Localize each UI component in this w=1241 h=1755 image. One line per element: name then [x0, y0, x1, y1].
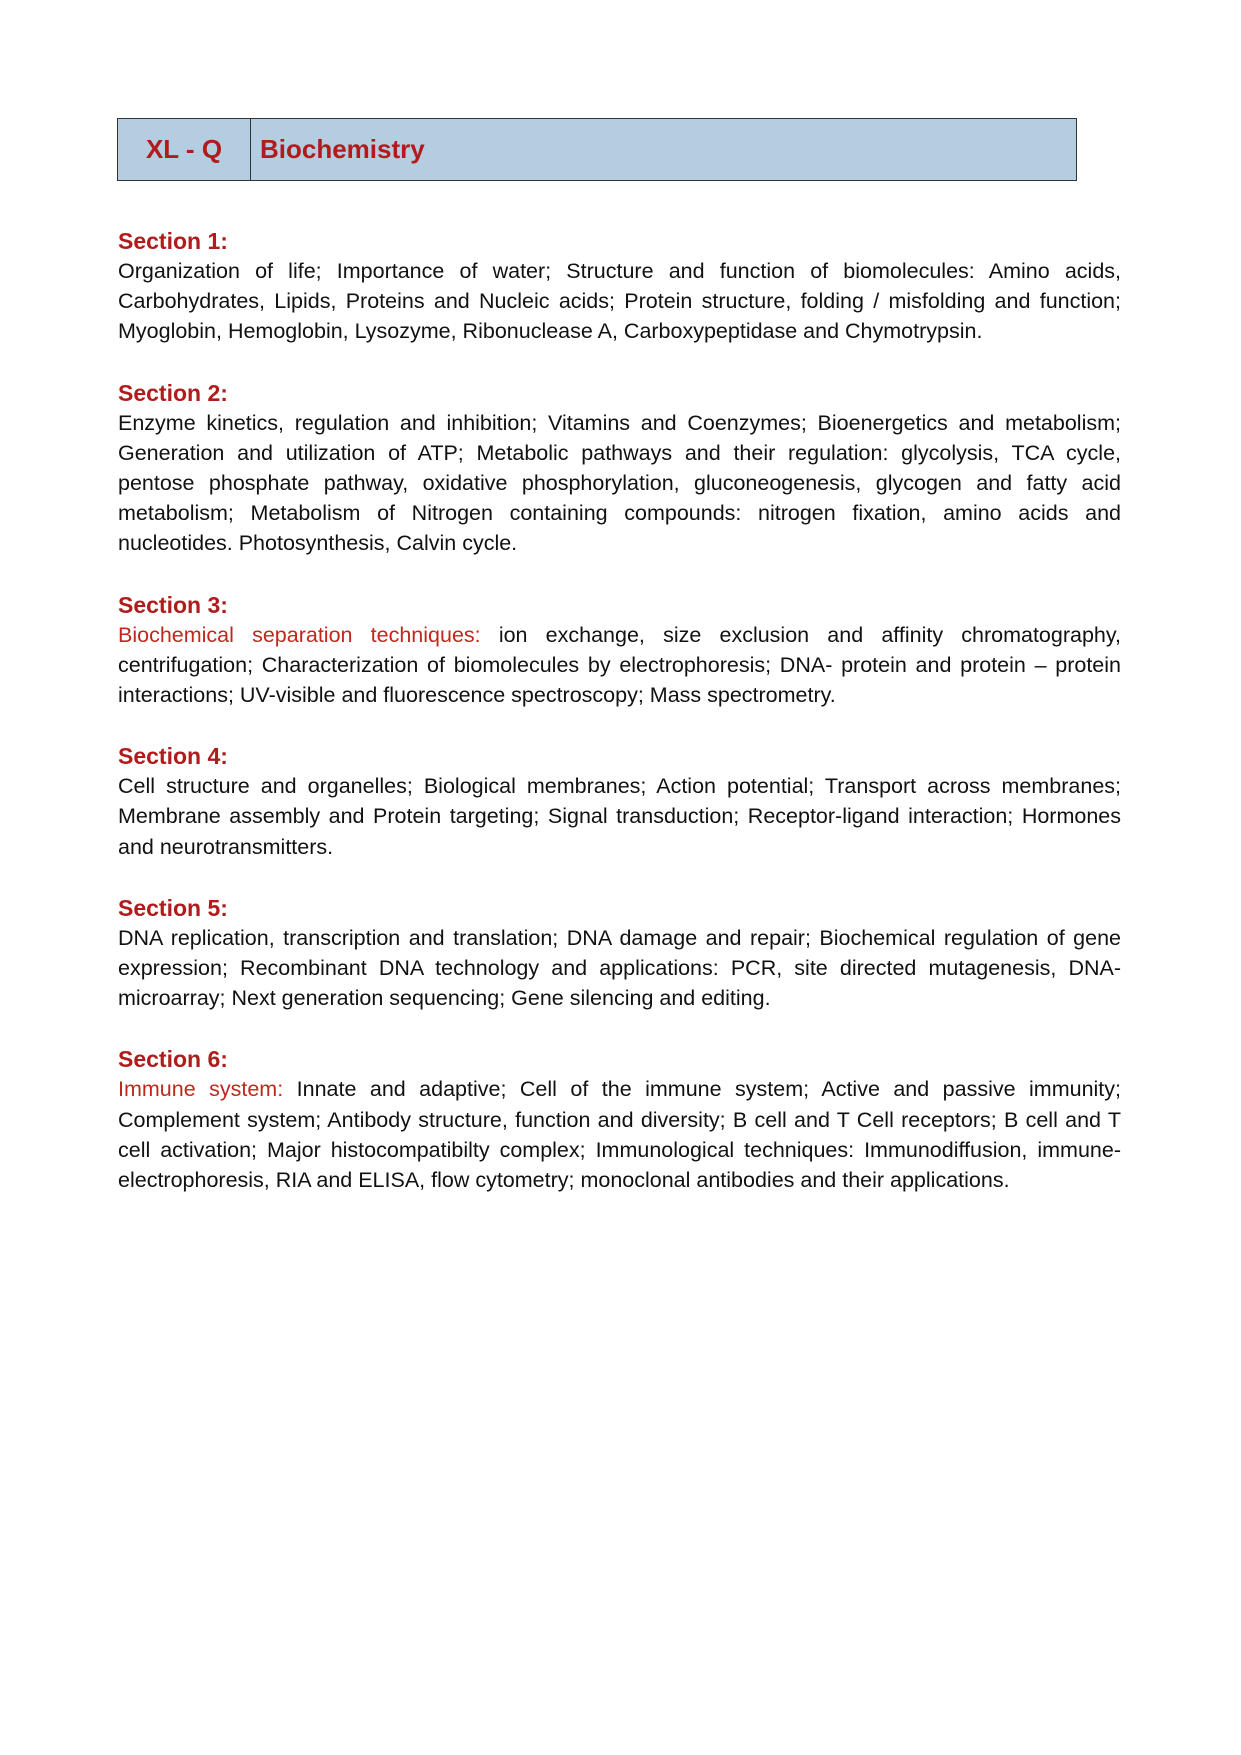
section-heading: Section 1: — [118, 228, 228, 254]
section-heading: Section 6: — [118, 1046, 228, 1073]
section-4 — [118, 741, 1121, 862]
section-body — [118, 256, 1121, 347]
section-lead: Biochemical separation techniques: — [118, 622, 481, 647]
section-text: DNA replication, transcription and translation; DNA damage and repair; Biochemical regulation of gene expression; Recombinant DNA technology and applications: PCR, site directed mutagenesis, DNA-microarray; Next generation sequencing; Gene silencing and editing. — [118, 925, 1121, 1011]
section-heading: Section 4: — [118, 743, 228, 770]
section-body — [118, 923, 1121, 1014]
section-1 — [118, 226, 1121, 347]
section-text: Enzyme kinetics, regulation and inhibition; Vitamins and Coenzymes; Bioenergetics and metabolism; Generation and utilization of ATP; Metabolic pathways and their regulation: glycolysis, TCA cycle, pentose phosphate pathway, oxidative phosphorylation, gluconeogenesis, glycogen and fatty acid metabolism; Metabolism of Nitrogen containing compounds: nitrogen fixation, amino acids and nucleotides. Photosynthesis, Calvin cycle. — [118, 410, 1121, 556]
section-text: Innate and adaptive; Cell of the immune system; Active and passive immunity; Complement system; Antibody structure, function and diversity; B cell and T Cell receptors; B cell and T cell activation; Major histocompatibilty complex; Immunological techniques: Immunodiffusion, immune-electrophoresis, RIA and ELISA, flow cytometry; monoclonal antibodies and their applications. — [118, 1077, 1122, 1193]
section-body — [118, 771, 1121, 862]
section-body — [118, 620, 1121, 711]
section-text: ion exchange, size exclusion and affinity chromatography, centrifugation; Characterization of biomolecules by electrophoresis; DNA- protein and protein – protein interactions; UV-visible and fluorescence spectroscopy; Mass spectrometry. — [118, 622, 1121, 708]
section-2 — [118, 378, 1121, 559]
subject-code: XL - Q — [118, 119, 251, 180]
subject-title: Biochemistry — [260, 134, 425, 164]
section-lead: Immune system: — [118, 1077, 284, 1102]
section-heading: Section 5: — [118, 894, 228, 921]
section-heading: Section 3: — [118, 591, 228, 618]
section-5 — [118, 893, 1121, 1014]
section-heading: Section 2: — [118, 379, 228, 406]
subject-header — [117, 118, 1077, 181]
section-body — [118, 1074, 1121, 1195]
section-6 — [118, 1044, 1121, 1195]
section-text: Cell structure and organelles; Biological membranes; Action potential; Transport across membranes; Membrane assembly and Protein targeting; Signal transduction; Receptor-ligand interaction; Hormones and neurotransmitters. — [118, 774, 1121, 859]
section-text: Organization of life; Importance of water; Structure and function of biomolecules: Amino acids, Carbohydrates, Lipids, Proteins and Nucleic acids; Protein structure, folding / misfolding and function; Myoglobin, Hemoglobin, Lysozyme, Ribonuclease A, Carboxypeptidase and Chymotrypsin. — [118, 259, 1121, 344]
sections-container — [118, 226, 1121, 1226]
section-3 — [118, 590, 1121, 711]
section-body — [118, 408, 1121, 559]
